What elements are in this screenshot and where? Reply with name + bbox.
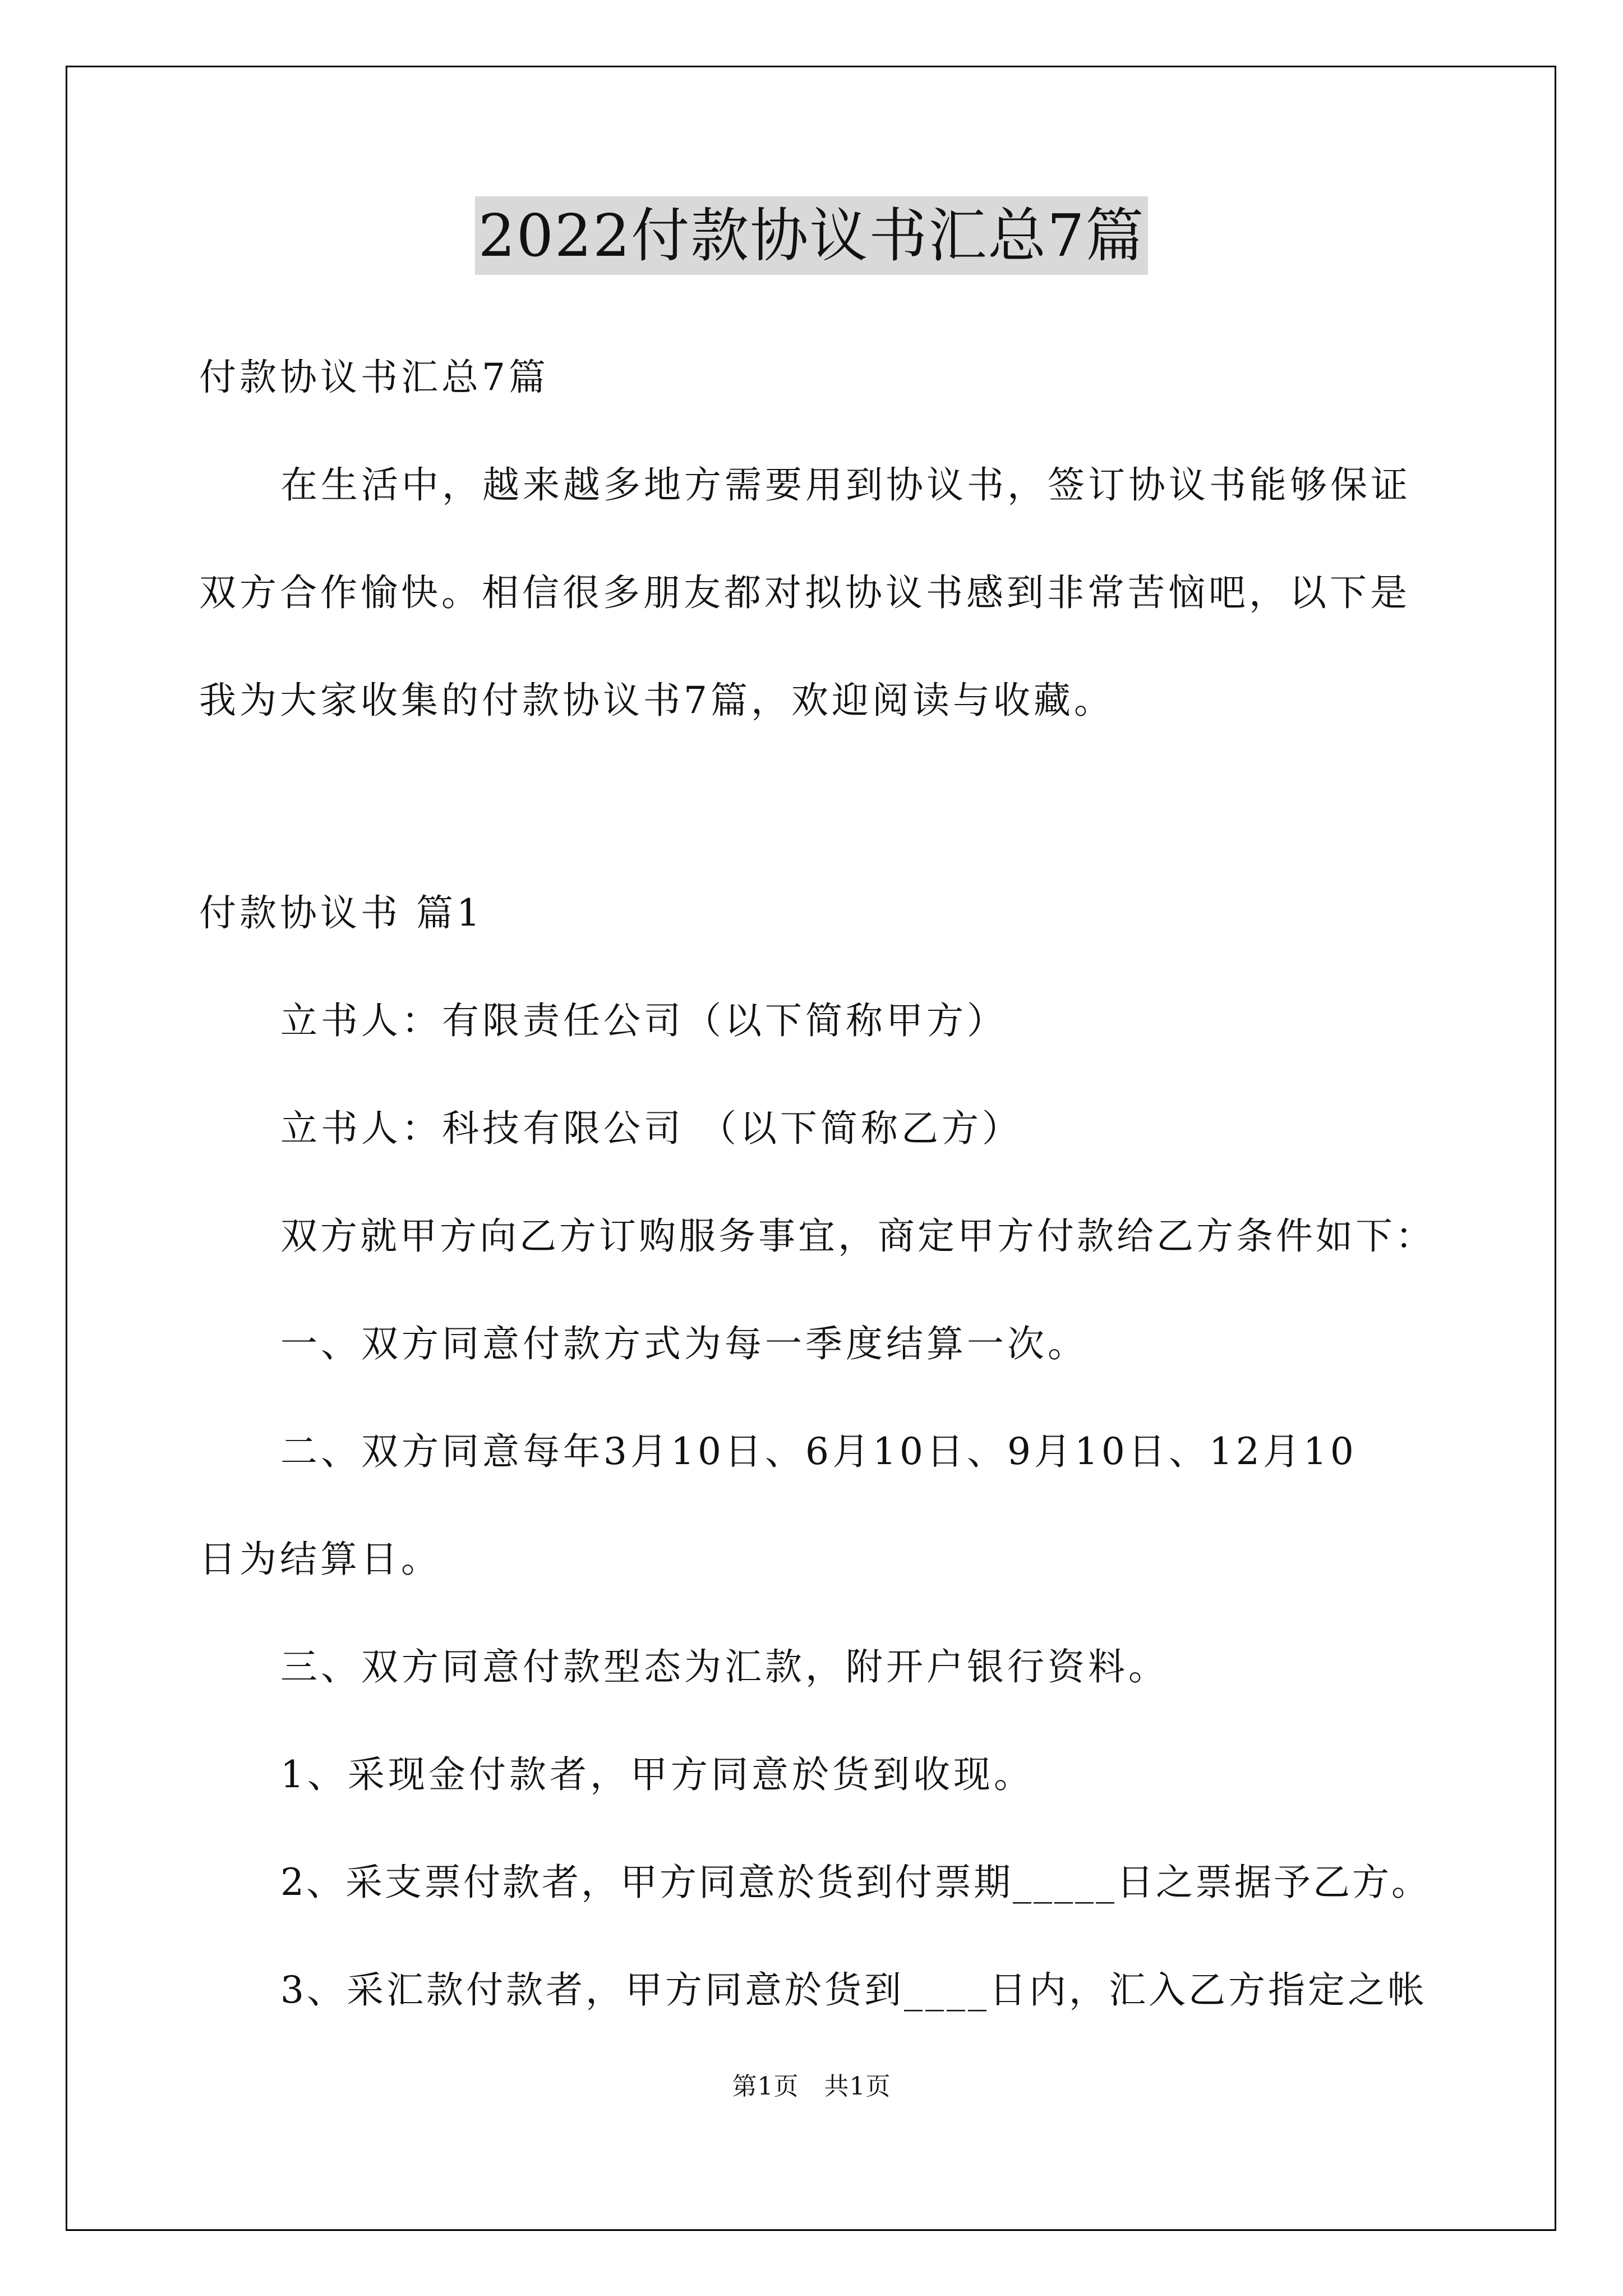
intro-line-1: 在生活中，越来越多地方需要用到协议书，签订协议书能够保证 — [280, 463, 1411, 507]
paragraph-line: 立书人：有限责任公司（以下简称甲方） — [280, 999, 1007, 1042]
paragraph-line: 双方就甲方向乙方订购服务事宜，商定甲方付款给乙方条件如下： — [280, 1214, 1435, 1258]
page-number: 第1页 共1页 — [732, 2072, 891, 2101]
paragraph-line: 3、采汇款付款者，甲方同意於货到____日内，汇入乙方指定之帐 — [280, 1968, 1427, 2012]
section-heading: 付款协议书 篇1 — [199, 891, 483, 935]
paragraph-line: 2、采支票付款者，甲方同意於货到付票期_____日之票据予乙方。 — [280, 1861, 1431, 1904]
paragraph-line: 日为结算日。 — [199, 1538, 441, 1581]
document-title: 2022付款协议书汇总7篇 — [475, 196, 1149, 275]
intro-line-3: 我为大家收集的付款协议书7篇，欢迎阅读与收藏。 — [199, 679, 1114, 722]
paragraph-line: 一、双方同意付款方式为每一季度结算一次。 — [280, 1322, 1088, 1365]
title-container — [0, 196, 1623, 275]
paragraph-line: 二、双方同意每年3月10日、6月10日、9月10日、12月10 — [280, 1430, 1357, 1473]
paragraph-line: 三、双方同意付款型态为汇款，附开户银行资料。 — [280, 1645, 1169, 1688]
paragraph-line: 立书人：科技有限公司 （以下简称乙方） — [280, 1107, 1022, 1150]
document-subtitle: 付款协议书汇总7篇 — [199, 356, 549, 399]
paragraph-line: 1、采现金付款者，甲方同意於货到收现。 — [280, 1753, 1034, 1796]
intro-line-2: 双方合作愉快。相信很多朋友都对拟协议书感到非常苦恼吧，以下是 — [199, 571, 1410, 614]
